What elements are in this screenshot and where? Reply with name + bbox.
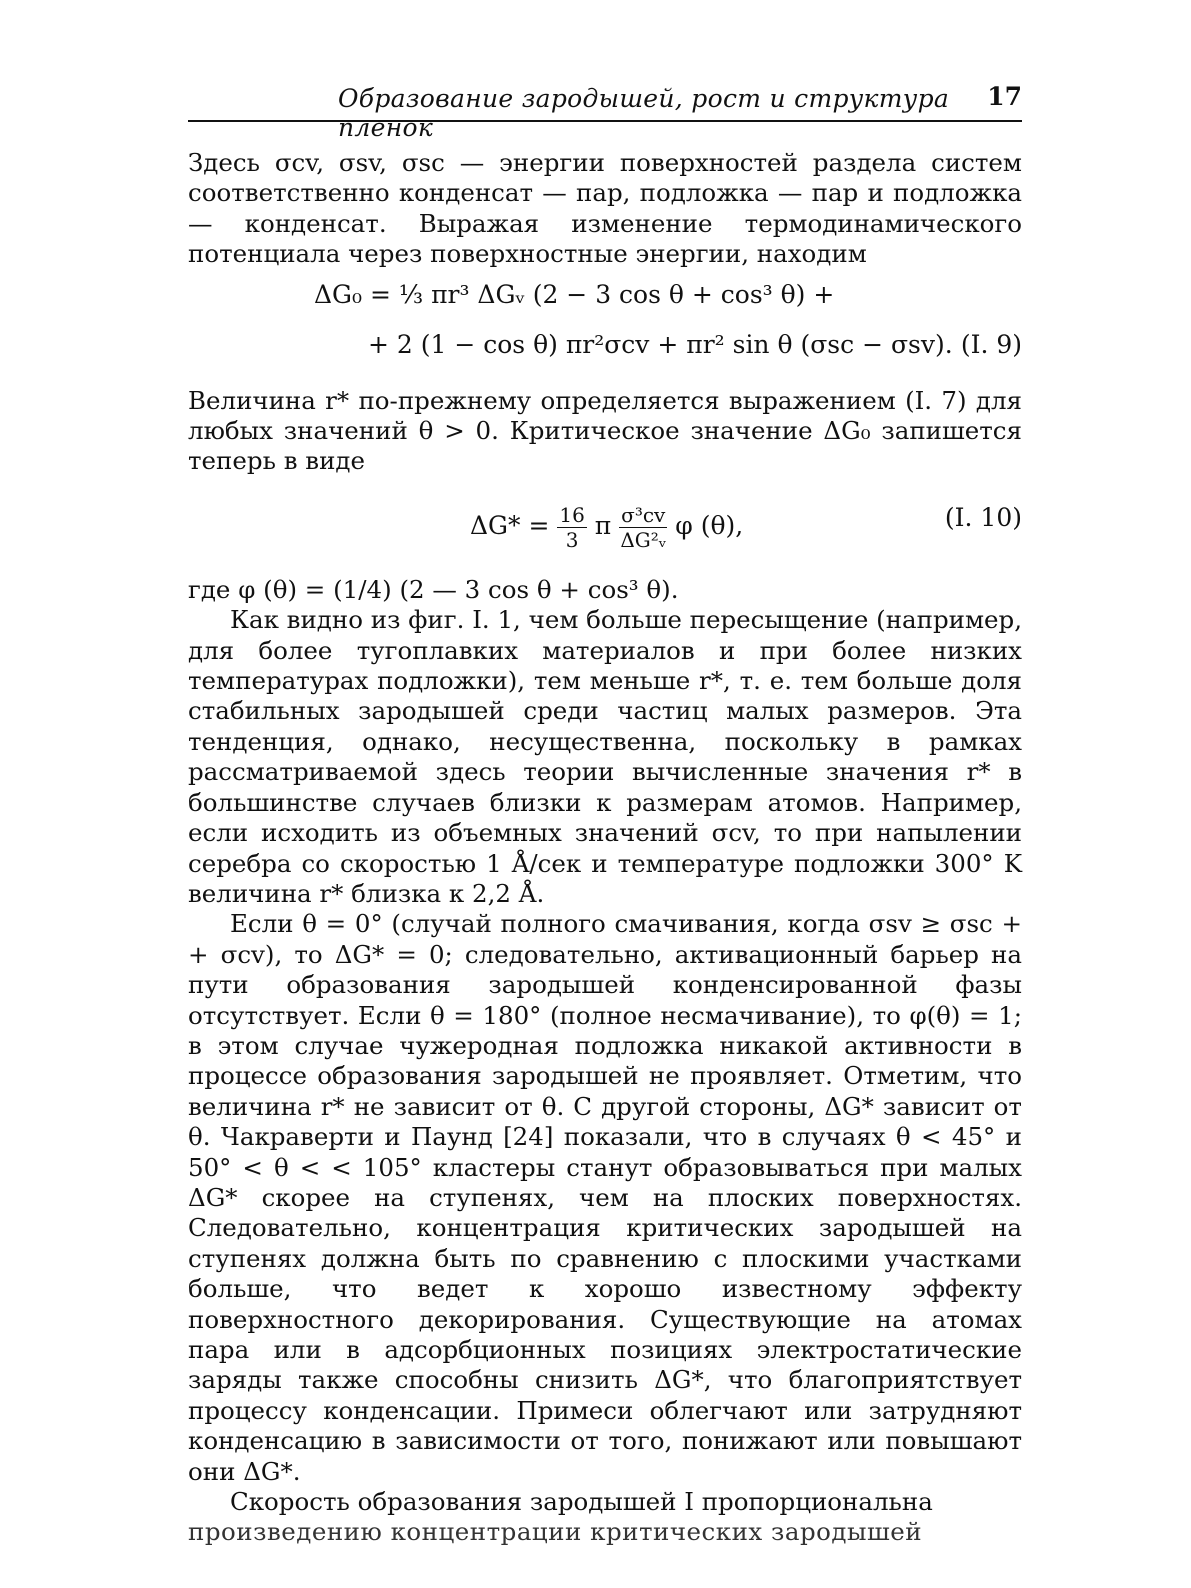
fraction-numerator: 16 — [559, 502, 585, 527]
fraction-denominator: 3 — [565, 527, 579, 552]
equation-i10-rhs: φ (θ), — [675, 510, 744, 540]
pi-symbol: π — [594, 510, 612, 540]
fraction-sigma-numerator: σ³cv — [621, 502, 666, 527]
paragraph-3: где φ (θ) = (1/4) (2 — 3 cos θ + cos³ θ). — [188, 574, 679, 604]
paragraph-5: Если θ = 0° (случай полного смачивания, когда σsv ≥ σsc + + σcv), то ΔG* = 0; следовательно, активационный барьер на пути образования зародышей конденсированной фазы отсутствует. Если θ = 180° (полное несмачивание), то φ(θ) = 1; в этом случае чужеродная подложка никакой активности в процессе образования зародышей не проявляет. Отметим, что величина r* не зависит от θ. С другой стороны, ΔG* зависит от θ. Чакраверти и Паунд [24] показали, что в случаях θ < 45° и 50° < θ < < 105° кластеры станут образовываться при малых ΔG* скорее на ступенях, чем на плоских поверхностях. Следовательно, концентрация критических зародышей на ступенях должна быть по сравнению с плоскими участками больше, что ведет к хорошо известному эффекту поверхностного декорирования. Существующие на атомах пара или в адсорбционных позициях электростатические заряды также способны снизить ΔG*, что благоприятствует процессу конденсации. Примеси облегчают или затрудняют конденсацию в зависимости от того, понижают или повышают они ΔG*. — [188, 909, 1022, 1486]
equation-i9-number: (I. 9) — [960, 329, 1022, 359]
header-rule — [188, 120, 1022, 122]
equation-i10 — [188, 477, 1022, 575]
fraction-sigma-over-dg — [619, 503, 667, 552]
fraction-16-3 — [557, 503, 586, 552]
fraction-dg-denominator: ΔG²ᵥ — [620, 527, 667, 552]
equation-i9 — [188, 280, 1022, 376]
equation-i10-lhs: ΔG* = — [470, 510, 550, 540]
page-body — [188, 148, 1022, 1548]
page-number: 17 — [987, 82, 1022, 111]
running-title: Образование зародышей, рост и структура пленок — [338, 84, 950, 142]
equation-i9-line1: ΔG₀ = ⅓ πr³ ΔGᵥ (2 − 3 cos θ + cos³ θ) + — [314, 279, 835, 309]
paragraph-6: Скорость образования зародышей I пропорциональна — [230, 1487, 933, 1517]
paragraph-6-continuation: произведению концентрации критических зародышей — [188, 1517, 923, 1547]
equation-i10-number: (I. 10) — [944, 502, 1022, 532]
page-header — [188, 80, 1022, 142]
paragraph-2: Величина r* по-прежнему определяется выражением (I. 7) для любых значений θ > 0. Критическое значение ΔG₀ запишется теперь в виде — [188, 385, 1022, 476]
paragraph-1: Здесь σcv, σsv, σsc — энергии поверхностей раздела систем соответственно конденсат — пар, подложка — пар и подложка — конденсат. Выражая изменение термодинамического потенциала через поверхностные энергии, находим — [188, 148, 1022, 269]
equation-i9-line2: + 2 (1 − cos θ) πr²σcv + πr² sin θ (σsc − σsv). — [368, 329, 953, 359]
paragraph-4: Как видно из фиг. I. 1, чем больше пересыщение (например, для более тугоплавких материалов и при более низких температурах подложки), тем меньше r*, т. е. тем больше доля стабильных зародышей среди частиц малых размеров. Эта тенденция, однако, несущественна, поскольку в рамках рассматриваемой здесь теории вычисленные значения r* в большинстве случаев близки к размерам атомов. Например, если исходить из объемных значений σcv, то при напылении серебра со скоростью 1 Å/сек и температуре подложки 300° K величина r* близка к 2,2 Å. — [188, 605, 1022, 908]
